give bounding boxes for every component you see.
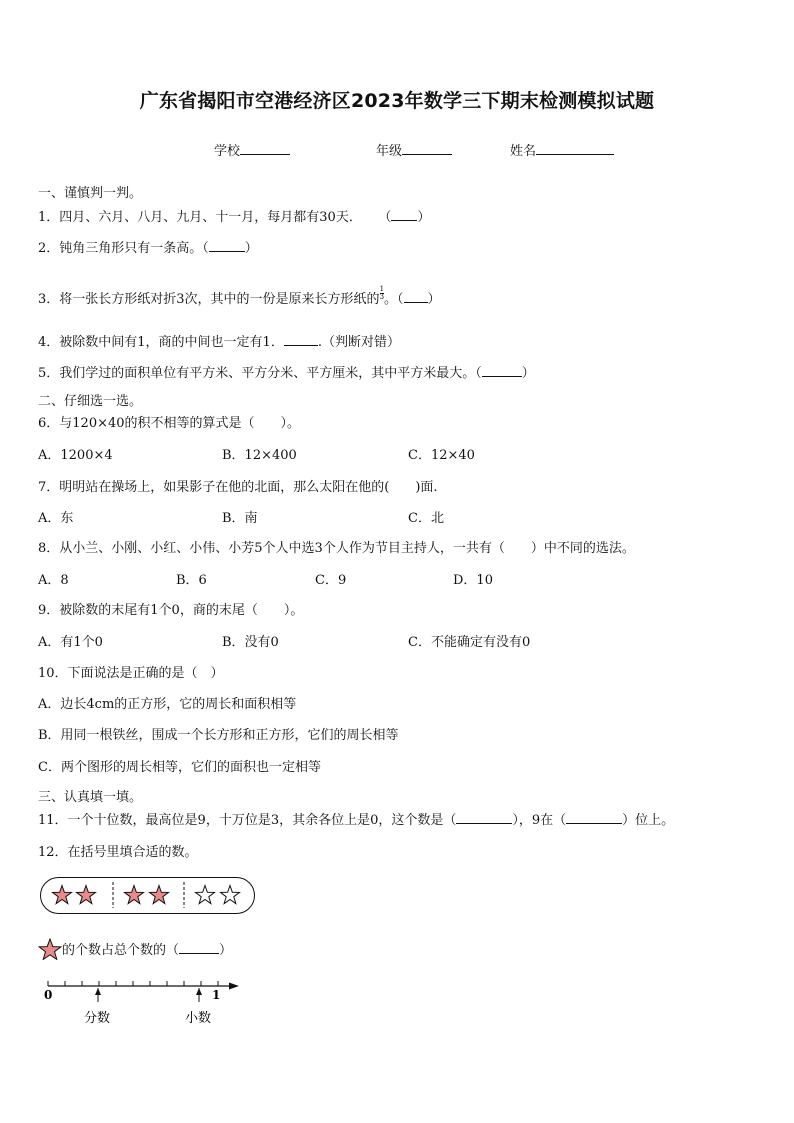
number-line-ticks bbox=[48, 981, 218, 986]
question-11: 11．一个十位数，最高位是9，十万位是3，其余各位上是0，这个数是（ ），9在（ ）位上。 bbox=[38, 813, 675, 828]
option-8c[interactable]: C．9 bbox=[315, 573, 347, 588]
option-7b[interactable]: B．南 bbox=[222, 511, 258, 526]
star-icon-empty-2 bbox=[220, 886, 239, 904]
star-group-svg bbox=[41, 878, 253, 912]
option-8d[interactable]: D．10 bbox=[453, 573, 493, 588]
star-icon bbox=[38, 938, 62, 960]
star-icon-empty-1 bbox=[195, 886, 214, 904]
school-label: 学校 bbox=[214, 144, 241, 159]
question-8: 8．从小兰、小刚、小红、小伟、小芳5个人中选3个人作为节目主持人，一共有（ ）中不同的选法。 bbox=[38, 541, 635, 556]
section-heading-1: 一、谨慎判一判。 bbox=[38, 186, 143, 201]
grade-blank[interactable] bbox=[402, 142, 452, 155]
question-9: 9．被除数的末尾有1个0，商的末尾（ ）。 bbox=[38, 603, 304, 618]
option-9b[interactable]: B．没有0 bbox=[222, 635, 279, 650]
option-8a[interactable]: A．8 bbox=[38, 573, 69, 588]
option-9c[interactable]: C．不能确定有没有0 bbox=[408, 635, 531, 650]
option-10a[interactable]: A．边长4cm的正方形，它的周长和面积相等 bbox=[38, 697, 297, 712]
star-icon-filled-3 bbox=[124, 886, 143, 904]
star-fraction-question: 的个数占总个数的（ ） bbox=[38, 938, 232, 960]
grade-field bbox=[376, 142, 452, 160]
option-7a[interactable]: A．东 bbox=[38, 511, 74, 526]
grade-label: 年级 bbox=[376, 144, 403, 159]
answer-blank-3[interactable] bbox=[404, 290, 428, 303]
name-blank[interactable] bbox=[536, 142, 614, 155]
question-1: 1．四月、六月、八月、九月、十一月，每月都有30天． （ ） bbox=[38, 210, 431, 225]
school-blank[interactable] bbox=[240, 142, 290, 155]
star-group-box bbox=[40, 877, 255, 914]
question-5: 5．我们学过的面积单位有平方米、平方分米、平方厘米，其中平方米最大。（ ） bbox=[38, 366, 535, 381]
section-heading-2: 二、仔细选一选。 bbox=[38, 394, 143, 409]
question-2: 2．钝角三角形只有一条高。（ ） bbox=[38, 241, 258, 256]
option-10c[interactable]: C．两个图形的周长相等，它们的面积也一定相等 bbox=[38, 760, 321, 775]
answer-blank-1[interactable] bbox=[391, 208, 417, 221]
option-6c[interactable]: C．12×40 bbox=[408, 448, 475, 463]
answer-blank-2[interactable] bbox=[209, 239, 245, 252]
question-10: 10．下面说法是正确的是（ ） bbox=[38, 666, 224, 681]
number-line bbox=[34, 978, 254, 1034]
option-10b[interactable]: B．用同一根铁丝，围成一个长方形和正方形，它们的周长相等 bbox=[38, 728, 399, 743]
answer-blank-11b[interactable] bbox=[566, 811, 622, 824]
number-line-end-label: 1 bbox=[212, 988, 221, 1002]
name-label: 姓名 bbox=[510, 144, 537, 159]
decimal-label: 小数 bbox=[185, 1011, 212, 1026]
question-12: 12．在括号里填合适的数。 bbox=[38, 845, 198, 860]
star-icon-filled-1 bbox=[52, 886, 71, 904]
answer-blank-4[interactable] bbox=[284, 333, 318, 346]
option-7c[interactable]: C．北 bbox=[408, 511, 444, 526]
option-6a[interactable]: A．1200×4 bbox=[38, 448, 113, 463]
fraction-one-third: $\frac{1}{3}$ bbox=[379, 285, 385, 301]
option-6b[interactable]: B．12×400 bbox=[222, 448, 297, 463]
option-9a[interactable]: A．有1个0 bbox=[38, 635, 103, 650]
star-icon-filled-2 bbox=[76, 886, 95, 904]
number-line-start-label: 0 bbox=[44, 988, 53, 1002]
school-field bbox=[214, 142, 290, 160]
fraction-label: 分数 bbox=[84, 1011, 111, 1026]
section-heading-3: 三、认真填一填。 bbox=[38, 790, 143, 805]
decimal-arrow-icon bbox=[196, 988, 202, 995]
question-7: 7．明明站在操场上，如果影子在他的北面，那么太阳在他的( )面. bbox=[38, 480, 438, 495]
star-icon-filled-4 bbox=[149, 886, 168, 904]
answer-blank-11a[interactable] bbox=[456, 811, 512, 824]
number-line-arrow-icon bbox=[229, 983, 239, 990]
name-field bbox=[510, 142, 614, 160]
question-4: 4．被除数中间有1，商的中间也一定有1． .（判断对错） bbox=[38, 335, 400, 350]
option-8b[interactable]: B．6 bbox=[176, 573, 207, 588]
question-6: 6．与120×40的积不相等的算式是（ ）。 bbox=[38, 416, 301, 431]
answer-blank-12[interactable] bbox=[179, 941, 219, 954]
question-3: 3．将一张长方形纸对折3次，其中的一份是原来长方形纸的 $\frac{1}{3}$ 。（ ） bbox=[38, 285, 441, 307]
page-title: 广东省揭阳市空港经济区2023年数学三下期末检测模拟试题 bbox=[139, 90, 655, 112]
answer-blank-5[interactable] bbox=[482, 364, 522, 377]
fraction-arrow-icon bbox=[95, 988, 101, 995]
